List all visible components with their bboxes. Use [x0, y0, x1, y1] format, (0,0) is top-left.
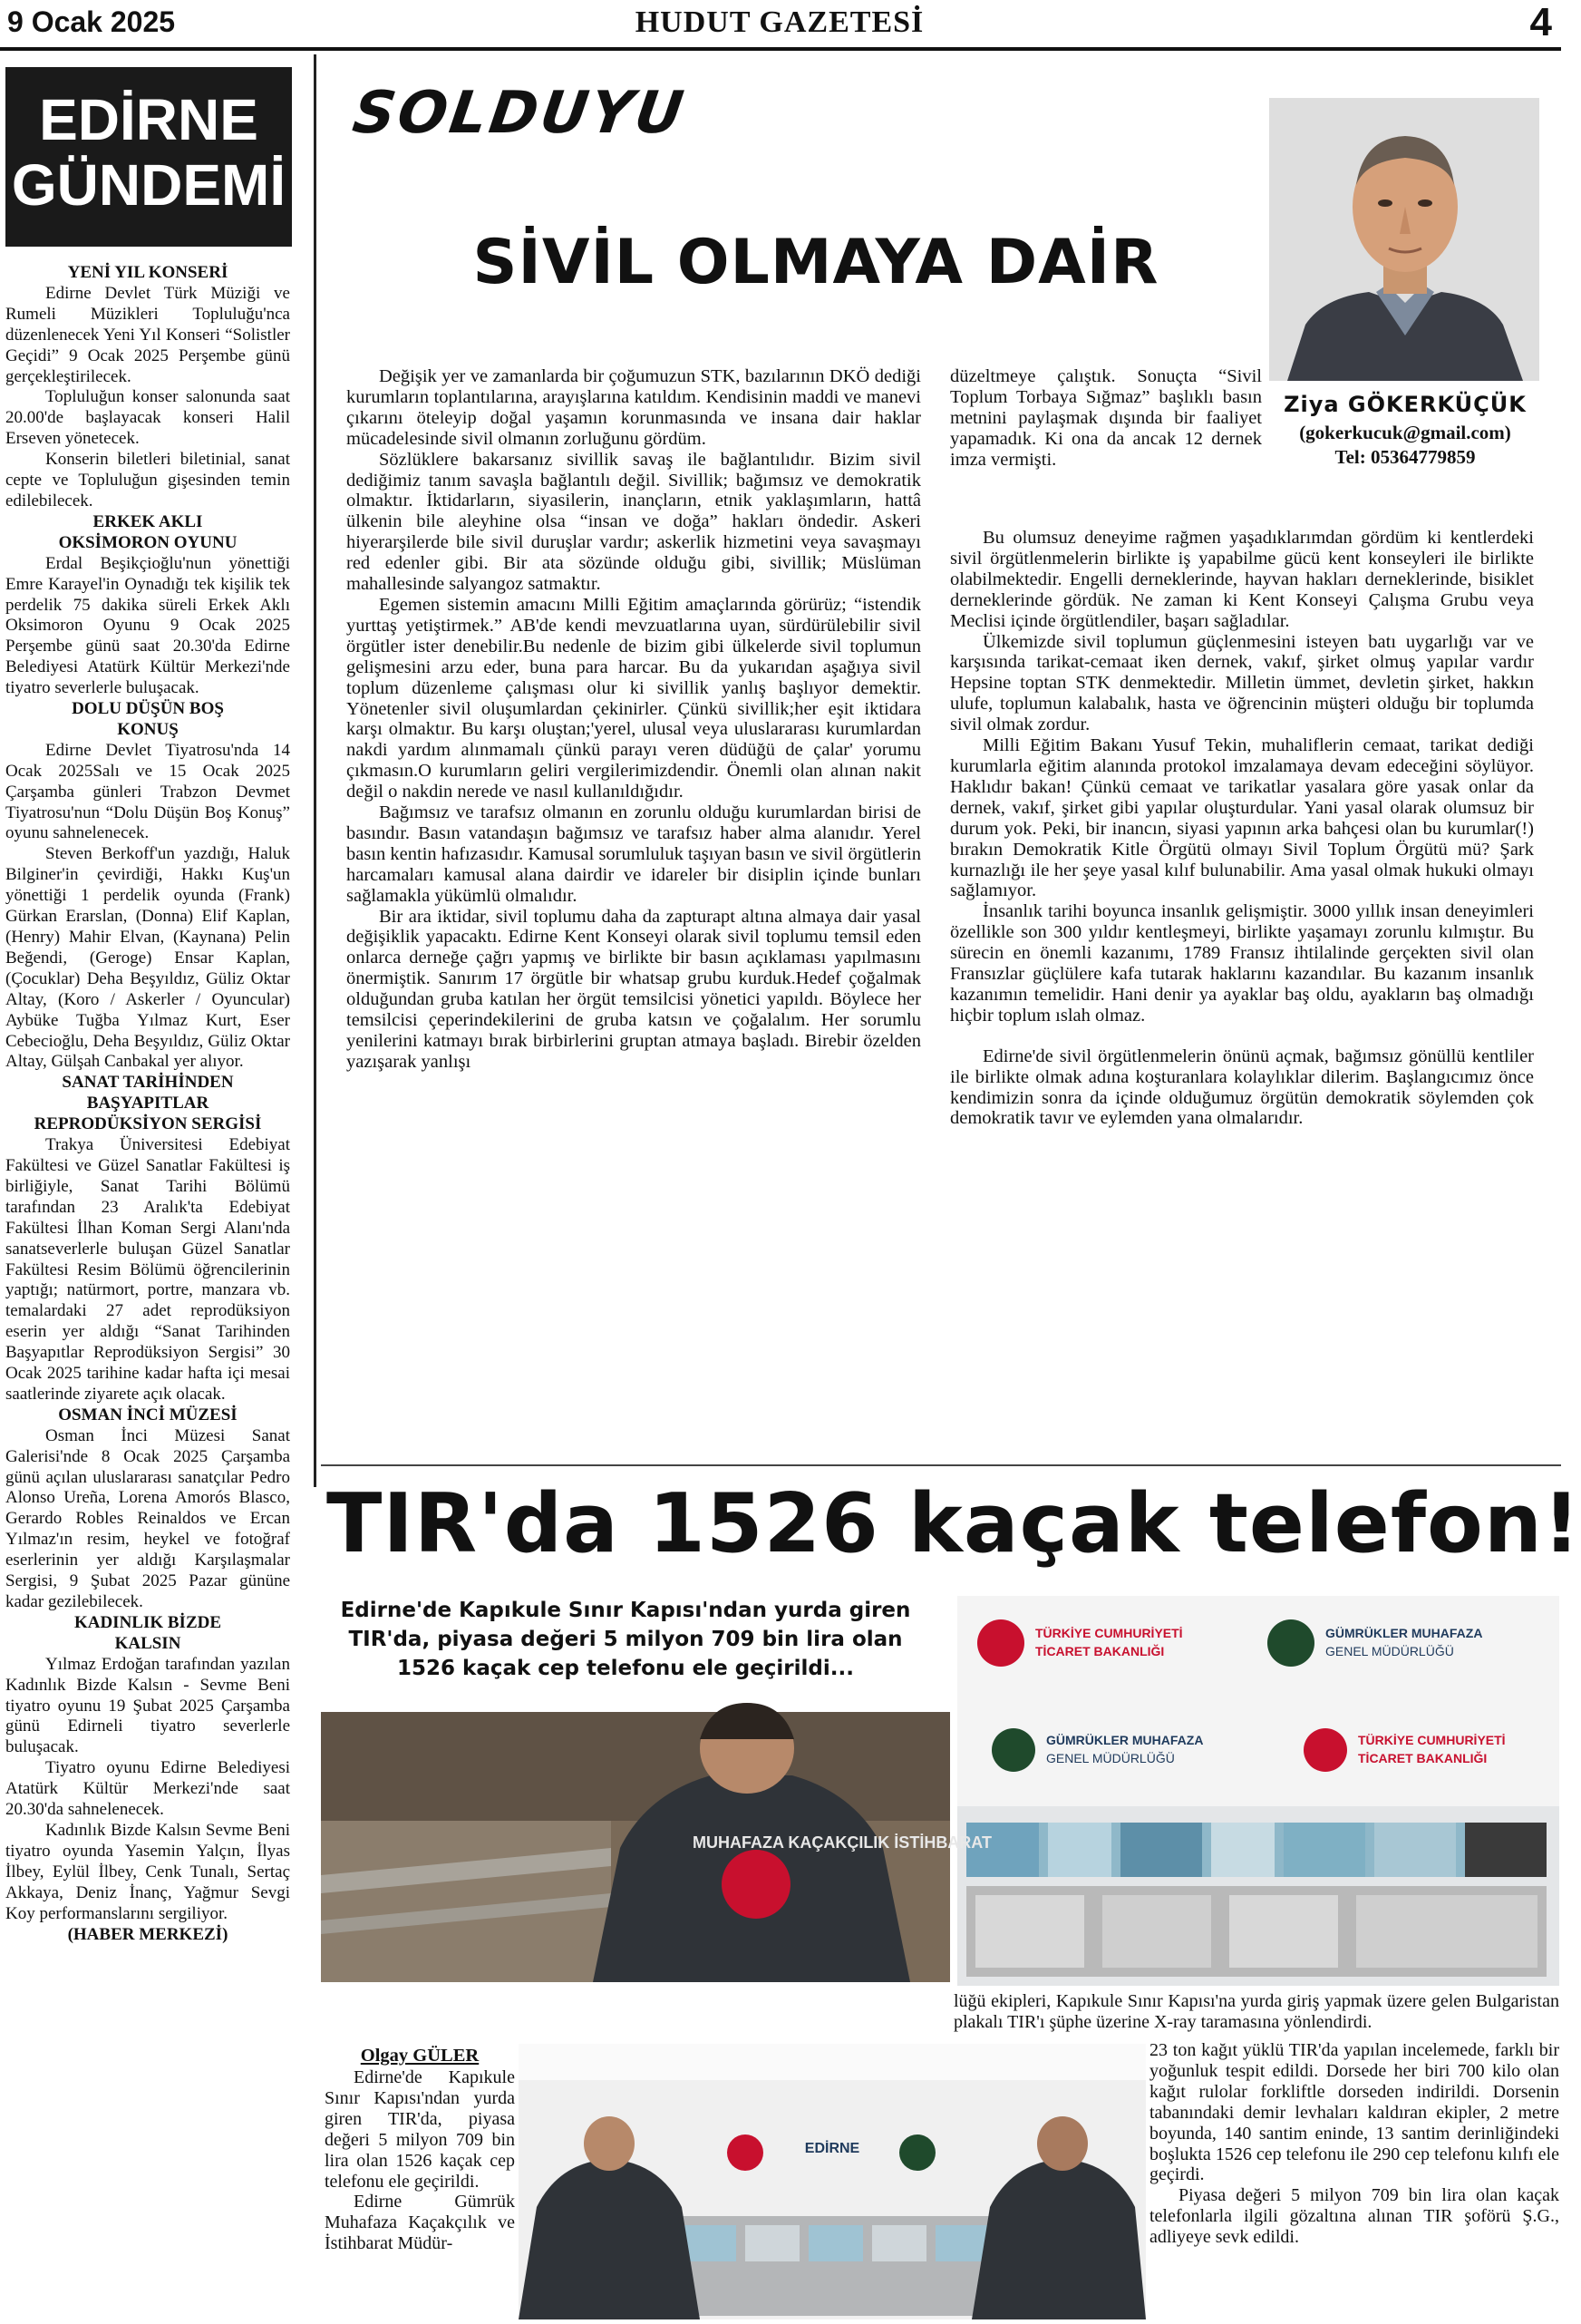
column-headline: SİVİL OLMAYA DAİR [472, 227, 1159, 298]
press-display-image [519, 2044, 1146, 2319]
news-paragraph: Edirne'de Kapıkule Sınır Kapısı'ndan yurda giren TIR'da, piyasa değeri 5 milyon 709 bin lira olan 1526 kaçak cep telefonu ele geçirildi. [325, 2067, 515, 2192]
gundem-paragraph: Osman İnci Müzesi Sanat Galerisi'nde 8 Ocak 2025 Çarşamba günü açılan uluslararası sanatçılar Pedro Alonso Ureña, Lorena Amorós Blasco, Gerardo Robles Reinaldos ve Ercan Yılmaz'ın resim, heykel ve fotoğraf eserlerinin yer aldığı Karşılaşmalar Sergisi, 9 Şubat 2025 Pazar gününe kadar gezilebilecek. [5, 1425, 290, 1611]
gundem-subheading: BAŞYAPITLAR [86, 1094, 209, 1113]
banner-text: GENEL MÜDÜRLÜĞÜ [1325, 1644, 1454, 1658]
column-paragraph: Sözlüklere bakarsanız sivillik savaş ile bağlantılıdır. Bizim sivil dediğimiz tanım savaşla bağlantılı değil. Sivillik; bağımsız ve demokratik olmaktır. İktidarların, siyasilerin, inançların, etnik yaklaşımların, hattâ ülkenin bile aleyhine olsa “insan ve doğa” hakları öndedir. Askeri hiyerarşilerde bile sivil duruşlar vardır; askerlik hizmetini veya savaşmayı red edenler gibi. Bir ata sözünde olduğu gibi, sivillik; Müslüman mahallesinde salyangoz satmaktır. [346, 449, 921, 595]
section-divider [321, 1464, 1561, 1466]
news-text-right [1149, 2040, 1559, 2248]
news-text-right-top [954, 1991, 1559, 2033]
gundem-paragraph: Edirne Devlet Tiyatrosu'nda 14 Ocak 2025Salı ve 15 Ocak 2025 Çarşamba günleri Trabzon Devmet Tiyatrosu'nun “Dolu Düşün Boş Konuş” oyunu sahnelenecek. [5, 740, 290, 843]
news-headline: TIR'da 1526 kaçak telefon! [326, 1476, 1581, 1571]
column-paragraph: Ülkemizde sivil toplumun güçlenmesini isteyen batı uygarlığı var ve karşısında tarikat-cemaat iken dernek, vakıf, şirket olmuş yapılar vardır Hepsine toptan STK denmektedir. Milletin ümmet, devletin şirket, hakkın ulufe, toplumun kalabalık, hasta ve öğrencinin müşteri olduğu bir toplumda sivil olmak zordur. [950, 631, 1534, 735]
officer-search-image [321, 1712, 992, 1982]
news-paragraph: lüğü ekipleri, Kapıkule Sınır Kapısı'na yurda giriş yapmak üzere gelen Bulgaristan plakalı TIR'ı şüphe üzerine X-ray taramasına yönlendirdi. [954, 1991, 1559, 2032]
gundem-title-line2: GÜNDEMİ [11, 152, 286, 218]
banner-text: GENEL MÜDÜRLÜĞÜ [1046, 1751, 1175, 1765]
banner-text: TÜRKİYE CUMHURİYETİ [1358, 1733, 1506, 1747]
gundem-paragraph: Trakya Üniversitesi Edebiyat Fakültesi ve Güzel Sanatlar Fakültesi iş birliğiyle, Sanat Tarihi Bölümü tarafından 23 Aralık'ta Edebiyat Fakültesi İlhan Koman Sergi Alanı'nda sanatseverlerle buluşan Güzel Sanatlar Fakültesi Resim Bölümü öğrencilerinin yaptığı; natürmort, portre, manzara vb. temalardaki 27 adet reprodüksiyon eserin yer aldığı “Sanat Tarihinden Başyapıtlar Reprodüksiyon Sergisi” 30 Ocak 2025 tarihine kadar hafta içi mesai saatlerinde ziyarete açık olacak. [5, 1135, 290, 1404]
column-paragraph: düzeltmeye çalıştık. Sonuçta “Sivil Toplum Torbaya Sığmaz” başlıklı basın metnini paylaşmak dışında bir faaliyet yapamadık. Ki ona da ancak 12 dernek imza vermişti. [950, 366, 1262, 470]
display-sign-text: EDİRNE [804, 2141, 860, 2156]
author-phone: Tel: 05364779859 [1334, 446, 1476, 468]
column-paragraph: Milli Eğitim Bakanı Yusuf Tekin, muhaliflerin cemaat, tarikat dediği kurumlarla eğitim alanında protokol imzalamaya devam edeceğini söylüyor. Haklıdır bakan! Çünkü cemaat ve tarikatlar yasalara göre yasak onlar da dernek, vakıf, şirket gibi yapılar oluşturdular. Yani yasal olarak olumsuz bir durum yok. Peki, bir inancın, siyasi yapının arka bahçesi olan bu kurumlar(!) bırakın Demokratik Kitle Örgütü olmayı Sivil Toplum Örgütü mü? Şark kurnazlığı ile her şeye yasal kılıf bulunabilir. Ama yasal olmak hukuki olmayı sağlamıyor. [950, 735, 1534, 901]
column-title: SOLDUYU [348, 80, 690, 147]
column-text-right [950, 528, 1534, 1129]
gundem-paragraph: Steven Berkoff'un yazdığı, Haluk Bilginer'in çevirdiği, Hakkı Kuş'un yönettiği 1 perdelik oyunda (Frank) Gürkan Erarslan, (Donna) Elif Kaplan, (Henry) Mahir Elvan, (Kaynana) Pelin Beğendi, (Geroge) Ensar Kaplan, (Çocuklar) Deha Beşyıldız, Güliz Oktar Altay, (Koro / Askerler / Oyuncular) Aybüke Tuğba Yılmaz Kurt, Eser Cebecioğlu, Deha Beşyıldız, Güliz Oktar Altay, Gülşah Canbakal yer alıyor. [5, 844, 290, 1072]
press-display-photo [519, 2044, 1146, 2319]
gundem-paragraph: Kadınlık Bizde Kalsın Sevme Beni tiyatro oyunda Yasemin Yalçın, İlyas İlbey, Eylül İlbey, Cenk Tunalı, Sertaç Akkaya, Deniz İnanç, Yağmur Sevgi Koy performanslarını sergiliyor. [5, 1820, 290, 1923]
author-portrait-image [1269, 98, 1539, 381]
gundem-subheading: DOLU DÜŞÜN BOŞ [72, 699, 224, 719]
officer-search-photo [321, 1712, 992, 1982]
news-paragraph: 23 ton kağıt yüklü TIR'da yapılan incelemede, farklı bir yoğunluk tespit edildi. Dorsede her biri 700 kilo olan kağıt rulolar forkliftle dorseden indirildi. Dorsenin tabanındaki demir levhaları kaldıran ekipler, 2 metre boyunda, 140 santim eninde, 13 santim derinliğindeki boşlukta 1526 cep telefonu ile 290 cep telefonu kılıfı ele geçirdi. [1149, 2040, 1559, 2185]
page-number: 4 [1529, 0, 1552, 44]
gundem-subheading: YENİ YIL KONSERİ [67, 263, 228, 282]
gundem-subheading: ERKEK AKLI [92, 511, 203, 531]
author-portrait [1269, 98, 1539, 381]
issue-date: 9 Ocak 2025 [7, 5, 176, 38]
news-lead: Edirne'de Kapıkule Sınır Kapısı'ndan yurda giren TIR'da, piyasa değeri 5 milyon 709 bin lira olan 1526 kaçak cep telefonu ele geçirildi... [340, 1599, 911, 1680]
banner-text: GÜMRÜKLER MUHAFAZA [1046, 1733, 1204, 1747]
phone-boxes [966, 1823, 1547, 1977]
banner-text: GÜMRÜKLER MUHAFAZA [1325, 1626, 1483, 1640]
column-paragraph: Bu olumsuz deneyime rağmen yaşadıklarımdan gördüm ki kentlerdeki sivil örgütlenmelerin birlikte iş yapabilme gücü kent konseyleri ile birlikte olabilmektedir. Engelli derneklerinde, hayvan hakları derneklerinde, bisiklet derneklerinde gördük. Ne zaman ki Kent Konseyi Çalışma Grubu veya Meclisi içinde örgütlendiler, başarı sağladılar. [950, 528, 1534, 631]
gundem-subheading: SANAT TARİHİNDEN [62, 1073, 234, 1093]
gundem-subheading: KONUŞ [117, 719, 179, 739]
author-name: Ziya GÖKERKÜÇÜK [1284, 392, 1527, 417]
author-email: (gokerkucuk@gmail.com) [1299, 422, 1511, 443]
gundem-subheading: KALSIN [114, 1633, 181, 1653]
column-paragraph: Edirne'de sivil örgütlenmelerin önünü açmak, bağımsız gönüllü kentliler ile birlikte olmak adına koşturanlara kolaylıklar dilerim. Başlangıcımız önce kendimizin sonra da içinde olduğumuz örgütün demokratik söylemden çok demokratik tavır ve eylemden yana olmalarıdır. [950, 1045, 1534, 1129]
seized-phones-image [957, 1596, 1559, 1986]
gundem-title-line1: EDİRNE [39, 87, 258, 152]
column-paragraph: Değişik yer ve zamanlarda bir çoğumuzun STK, bazılarının DKÖ dediği kurumların toplantılarına, arayışlarına katıldım. Kendisinin maddi ve manevi çıkarını öteleyip doğal yaşamın korunmasında ve insana dair haklar mücadelesinde sivil olmanın zorluğunu gördüm. [346, 366, 921, 449]
gundem-column [5, 263, 290, 1945]
news-byline: Olgay GÜLER [360, 2046, 480, 2066]
column-paragraph: Egemen sistemin amacını Milli Eğitim amaçlarında görürüz; “istendik yurttaş yetiştirmek.” AB'de kendi mevzuatlarına uyan, sürdürülebilir sivil örgütler ister denebilir.Bu nedenle de bizim gibi ülkelerde sivil toplumun gelişmesini arzu eder, buna para harcar. Bu da yukarıdan aşağıya sivil toplum düzenleme çalışması olur ki sivillik yanlış başlıyor demektir. Yönetenler sivil oluşumlardan çekinirler. Çünkü sivillik;her eşit iktidara karşı olmaktır. Bu karşı oluştan;'yerel, ulusal veya uluslararası kurumlardan nakdi yardım alınmamalı çünkü parayı veren düdüğü de çalar' yorumu çıkmasın.O kurumların geliri vergilerimizdendir. Önemli olan alınan nakit değil o nakdin nerede ve nasıl kullanıldığıdır. [346, 594, 921, 802]
gundem-subheading: KADINLIK BİZDE [73, 1612, 222, 1632]
gundem-title-box [5, 67, 292, 247]
gundem-subheading: OKSİMORON OYUNU [58, 532, 238, 552]
banner-text: TÜRKİYE CUMHURİYETİ [1035, 1626, 1183, 1640]
news-paragraph: Piyasa değeri 5 milyon 709 bin lira olan kaçak telefonlarla ilgili gözaltına alınan TIR şoförü Ş.G., adliyeye sevk edildi. [1149, 2185, 1559, 2248]
gundem-paragraph: Edirne Devlet Türk Müziği ve Rumeli Müzikleri Topluluğu'nca düzenlenecek Yeni Yıl Konseri “Solistler Geçidi” 9 Ocak 2025 Perşembe günü gerçekleştirilecek. [5, 283, 290, 386]
banner-text: TİCARET BAKANLIĞI [1358, 1751, 1488, 1765]
column-paragraph: Bağımsız ve tarafsız olmanın en zorunlu olduğu kurumlardan birisi de basındır. Basın vatandaşın bağımsız ve tarafsız haber alma alanıdır. Yerel basın kentin hafızasıdır. Kamusal sorumluluk taşıyan basın ve sivil örgütlerin harcamaları kamusal alana dairdir ve idareler bir disiplin içinde bunları sağlamakla yükümlü olmalıdır. [346, 802, 921, 906]
vest-text: MUHAFAZA KAÇAKÇILIK İSTİHBARAT [693, 1833, 992, 1852]
column-paragraph: İnsanlık tarihi boyunca insanlık gelişmiştir. 3000 yıllık insan deneyimleri özellikle son 300 yıldır kentleşmeyi, birlikte yaşamayı zorunlu kılmıştır. Bu sürecin en önemli kazanımı, 1789 Fransız ihtilalinde gerçekten sivil olan Fransızlar güçlülere kafa tutarak haklarını kazandılar. Bu kazanım insanlık kazanımın temelidir. Hani denir ya ayaklar baş oldu, ayakların baş olmadığı hiçbir toplum ıslah olmaz. [950, 901, 1534, 1026]
gundem-paragraph: Konserin biletleri biletinial, sanat cepte ve Topluluğun gişesinden temin edilebilecek. [5, 450, 290, 511]
column-paragraph: Bir ara iktidar, sivil toplumu daha da zapturapt altına almaya dair yasal değişiklik yapacaktı. Edirne Kent Konseyi olarak sivil toplumu temsil eden onlarca derneğe çağrı yapmış ve birlikte bir basın açıklaması yapılmasını önermiştik. Sanırım 17 örgütle bir whatsap grubu kurduk.Hedef çoğalmak olduğundan gruba katılan her örgüt temsilcisi yönetici yapıldı. Böylece her temsilcisi çeperindekilerini de gruba katsın ve çoğalalım. Her sorumlu yenilerini katmayı bırak birbirlerini gruptan atmaya başladı. Birebir özelden yazışarak yanlışı [346, 906, 921, 1072]
column-text-left [346, 366, 921, 1073]
news-text-left [325, 2067, 515, 2254]
gundem-paragraph: Yılmaz Erdoğan tarafından yazılan Kadınlık Bizde Kalsın - Sevme Beni tiyatro oyunu 19 Şubat 2025 Çarşamba günü Edirneli tiyatro severlerle buluşacak. [5, 1654, 290, 1757]
gundem-subheading: REPRODÜKSİYON SERGİSİ [34, 1114, 262, 1134]
gundem-paragraph: Tiyatro oyunu Edirne Belediyesi Atatürk Kültür Merkezi'nde saat 20.30'da sahnelenecek. [5, 1758, 290, 1820]
gundem-signature: (HABER MERKEZİ) [67, 1924, 228, 1944]
banner-text: TİCARET BAKANLIĞI [1035, 1644, 1165, 1658]
paragraph-spacer [950, 1026, 1534, 1046]
seized-phones-photo [957, 1596, 1559, 1986]
column-text-right-top [950, 366, 1262, 471]
header-rule [0, 47, 1561, 51]
column-divider [314, 54, 316, 1487]
newspaper-name: HUDUT GAZETESİ [635, 5, 925, 39]
news-paragraph: Edirne Gümrük Muhafaza Kaçakçılık ve İstihbarat Müdür- [325, 2192, 515, 2254]
gundem-subheading: OSMAN İNCİ MÜZESİ [58, 1405, 238, 1425]
gundem-paragraph: Topluluğun konser salonunda saat 20.00'de başlayacak konseri Halil Erseven yönetecek. [5, 387, 290, 449]
gundem-paragraph: Erdal Beşikçioğlu'nun yönettiği Emre Karayel'in Oynadığı tek kişilik tek perdelik 75 dakika süreli Erkek Aklı Oksimoron Oyunu 9 Ocak 2025 Perşembe günü saat 20.30'da Edirne Belediyesi Atatürk Kültür Merkezi'nde tiyatro severlerle buluşacak. [5, 553, 290, 698]
